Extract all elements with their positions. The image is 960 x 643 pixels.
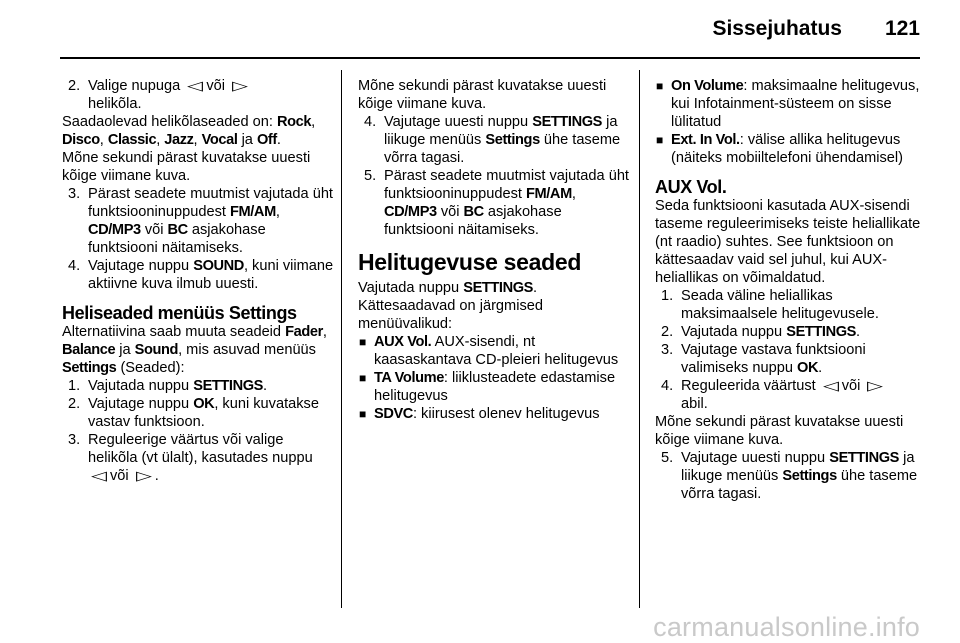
settings-step-4: 4. Vajutage uuesti nuppu SETTINGS ja liikuge menüüs Settings ühe taseme võrra tagasi. [364, 114, 621, 166]
aux-vol-paragraph: Seda funktsiooni kasutada AUX-sisendi taseme reguleerimiseks teiste heliallikate (nt raadio) suhtes. See funktsioon on kättesaadav vaid sel juhul, kui AUX-heliallikas on võimaldatud. [655, 198, 921, 286]
bullet-ext-in-vol: ■ Ext. In Vol.: välise allika helitugevus (näiteks mobiiltelefoni ühendamisel) [656, 132, 903, 166]
left-arrow-icon: ◁ [822, 378, 839, 393]
settings-step-1: 1. Vajutada nuppu SETTINGS. [68, 378, 268, 394]
right-arrow-icon: ▷ [135, 468, 152, 483]
step-2-options: Saadaolevad helikõlaseaded on: Rock, Disco, Classic, Jazz, Vocal ja Off. [62, 114, 316, 148]
page-header [0, 0, 960, 60]
page-number: 121 [884, 17, 920, 40]
header-rule [60, 57, 920, 59]
column-2 [358, 77, 630, 423]
step-3: 3. Pärast seadete muutmist vajutada üht funktsiooninuppudest FM/AM, CD/MP3 või BC asjakohase funktsiooni näitamiseks. [68, 186, 333, 256]
section-heading-settings: Heliseaded menüüs Settings [62, 303, 297, 323]
step-4: 4. Vajutage nuppu SOUND, kuni viimane aktiivne kuva ilmub uuesti. [68, 258, 334, 292]
left-arrow-icon: ◁ [187, 78, 204, 93]
column-3 [655, 77, 921, 503]
aux-step-4-note: Mõne sekundi pärast kuvatakse uuesti kõige viimane kuva. [655, 414, 904, 448]
settings-step-3: 3. Reguleerige väärtus või valige helikõla (vt ülalt), kasutades nuppu ◁ või ▷ . [68, 432, 313, 484]
step-3-note: Mõne sekundi pärast kuvatakse uuesti kõige viimane kuva. [358, 78, 607, 112]
bullet-sdvc: ■ SDVC: kiirusest olenev helitugevus [359, 406, 600, 422]
column-1 [62, 77, 334, 485]
intro-paragraph: Alternatiivina saab muuta seadeid Fader, Balance ja Sound, mis asuvad menüüs Settings (Seaded): [62, 324, 327, 376]
aux-step-1: 1. Seada väline heliallikas maksimaalsele helitugevusele. [661, 288, 879, 322]
watermark: carmanualsonline.info [653, 612, 920, 642]
section-heading-volume: Helitugevuse seaded [358, 249, 582, 275]
bullet-on-volume: ■ On Volume: maksimaalne helitugevus, kui Infotainment-süsteem on sisse lülitatud [656, 78, 920, 130]
aux-step-2: 2. Vajutada nuppu SETTINGS. [661, 324, 861, 340]
step-2-note: Mõne sekundi pärast kuvatakse uuesti kõige viimane kuva. [62, 150, 311, 184]
right-arrow-icon: ▷ [867, 378, 884, 393]
right-arrow-icon: ▷ [232, 78, 249, 93]
volume-options-intro: Kättesaadavad on järgmised menüüvalikud: [358, 298, 543, 332]
aux-step-3: 3. Vajutage vastava funktsiooni valimiseks nuppu OK. [661, 342, 866, 376]
column-divider [639, 70, 640, 608]
bullet-ta-volume: ■ TA Volume: liiklusteadete edastamise helitugevus [359, 370, 616, 404]
volume-intro: Vajutada nuppu SETTINGS. [358, 280, 538, 296]
settings-step-5: 5. Pärast seadete muutmist vajutada üht funktsiooninuppudest FM/AM, CD/MP3 või BC asjakohase funktsiooni näitamiseks. [364, 168, 629, 238]
section-heading-aux-vol: AUX Vol. [655, 177, 727, 197]
bullet-aux-vol: ■ AUX Vol. AUX-sisendi, nt kaasaskantava CD-pleieri helitugevus [359, 334, 619, 368]
aux-step-4: 4. Reguleerida väärtust ◁ või ▷ abil. [661, 378, 884, 412]
settings-step-2: 2. Vajutage nuppu OK, kuni kuvatakse vastav funktsioon. [68, 396, 319, 430]
column-divider [341, 70, 342, 608]
page-title: Sissejuhatus [712, 17, 842, 40]
left-arrow-icon: ◁ [91, 468, 107, 483]
aux-step-5: 5. Vajutage uuesti nuppu SETTINGS ja liikuge menüüs Settings ühe taseme võrra tagasi. [661, 450, 918, 502]
step-2: 2. Valige nupuga ◁ või ▷ helikõla. [68, 78, 249, 112]
